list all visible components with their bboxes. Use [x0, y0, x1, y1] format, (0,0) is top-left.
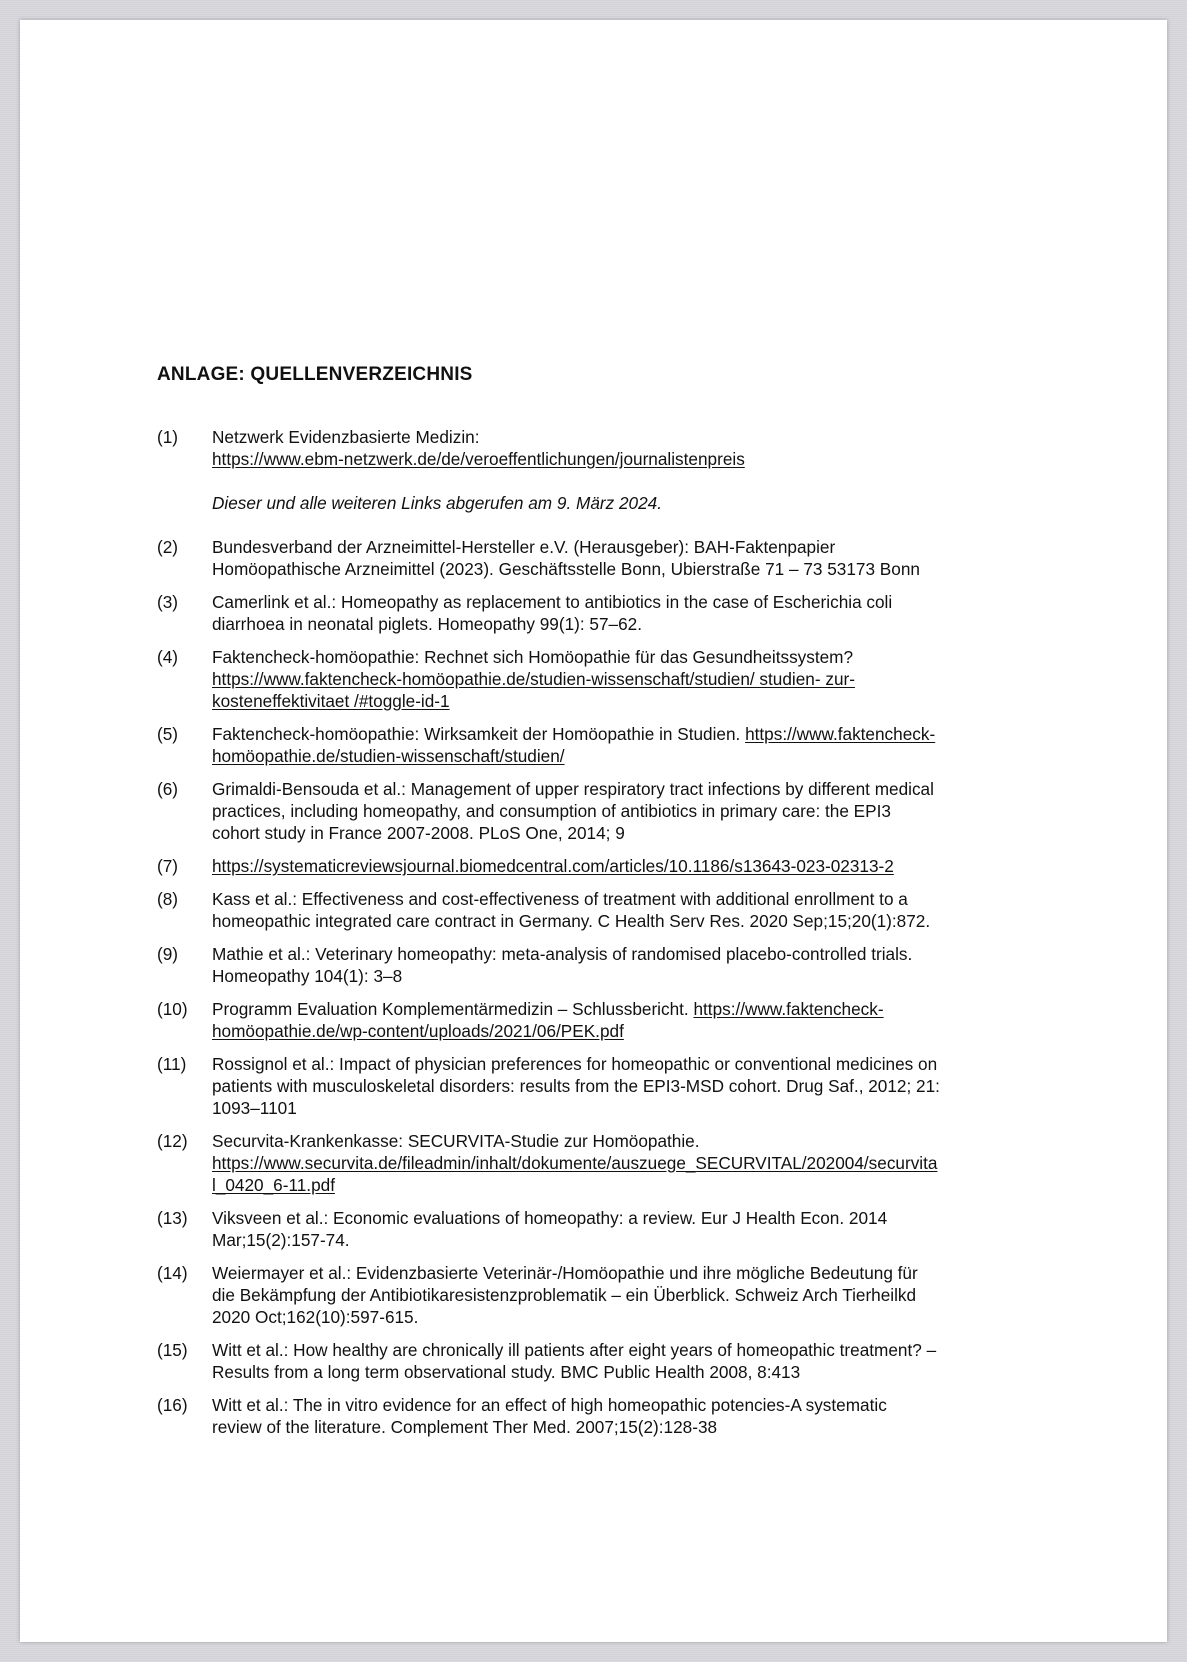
reference-line [212, 800, 1057, 822]
reference-body [212, 1207, 1057, 1251]
reference-number: (10) [157, 999, 188, 1019]
reference-item [157, 778, 1057, 844]
reference-link[interactable]: https://www.faktencheck- [693, 999, 884, 1019]
reference-body [212, 998, 1057, 1042]
reference-body [212, 1053, 1057, 1119]
reference-body [212, 888, 1057, 932]
reference-body [212, 591, 1057, 635]
page-title: ANLAGE: QUELLENVERZEICHNIS [157, 364, 473, 385]
reference-number: (1) [157, 427, 179, 447]
reference-line [212, 1284, 1057, 1306]
reference-line [212, 1207, 1057, 1229]
reference-number: (8) [157, 889, 179, 909]
reference-line [212, 1075, 1057, 1097]
reference-text: diarrhoea in neonatal piglets. Homeopathy 99(1): 57–62. [212, 614, 642, 634]
reference-link[interactable]: https://www.securvita.de/fileadmin/inhalt/dokumente/auszuege_SECURVITAL/202004/securvita [212, 1153, 938, 1173]
reference-item [157, 426, 1057, 525]
reference-item [157, 888, 1057, 932]
reference-line [212, 426, 1057, 448]
reference-line [212, 1130, 1057, 1152]
reference-line [212, 613, 1057, 635]
reference-item [157, 723, 1057, 767]
reference-text: 2020 Oct;162(10):597-615. [212, 1307, 419, 1327]
reference-line [212, 778, 1057, 800]
reference-line [212, 1229, 1057, 1251]
reference-line [212, 1394, 1057, 1416]
reference-text: Faktencheck-homöopathie: Wirksamkeit der Homöopathie in Studien. [212, 724, 746, 744]
reference-number: (11) [157, 1054, 187, 1074]
reference-line [212, 1174, 1057, 1196]
reference-line [212, 723, 1057, 745]
reference-line [212, 646, 1057, 668]
reference-body [212, 723, 1057, 767]
reference-body [212, 778, 1057, 844]
reference-line [212, 822, 1057, 844]
reference-body [212, 943, 1057, 987]
reference-item [157, 536, 1057, 580]
reference-line [212, 591, 1057, 613]
reference-number: (16) [157, 1395, 188, 1415]
reference-line [212, 690, 1057, 712]
reference-link[interactable]: l_0420_6-11.pdf [212, 1175, 335, 1195]
reference-item [157, 1339, 1057, 1383]
reference-number: (2) [157, 537, 179, 557]
reference-number: (5) [157, 724, 179, 744]
reference-text: review of the literature. Complement Ther Med. 2007;15(2):128-38 [212, 1417, 718, 1437]
reference-text: Programm Evaluation Komplementärmedizin – Schlussbericht. [212, 999, 694, 1019]
reference-body [212, 1339, 1057, 1383]
reference-link[interactable]: https://systematicreviewsjournal.biomedcentral.com/articles/10.1186/s13643-023-02313-2 [212, 856, 894, 876]
reference-line [212, 888, 1057, 910]
reference-number: (9) [157, 944, 179, 964]
reference-line [212, 1361, 1057, 1383]
reference-line [212, 558, 1057, 580]
reference-text: Viksveen et al.: Economic evaluations of homeopathy: a review. Eur J Health Econ. 2014 [212, 1208, 888, 1228]
reference-line [212, 1152, 1057, 1174]
reference-body [212, 855, 1057, 877]
reference-item [157, 855, 1057, 877]
reference-line [212, 448, 1057, 470]
reference-item [157, 998, 1057, 1042]
reference-text: Mathie et al.: Veterinary homeopathy: meta-analysis of randomised placebo-controlled trials. [212, 944, 913, 964]
reference-text: patients with musculoskeletal disorders: results from the EPI3-MSD cohort. Drug Saf., 2012; 21: [212, 1076, 940, 1096]
reference-line [212, 1020, 1057, 1042]
reference-line [212, 998, 1057, 1020]
reference-item [157, 1130, 1057, 1196]
reference-text: Homöopathische Arzneimittel (2023). Geschäftsstelle Bonn, Ubierstraße 71 – 73 53173 Bonn [212, 559, 920, 579]
reference-body [212, 646, 1057, 712]
reference-link[interactable]: homöopathie.de/wp-content/uploads/2021/06/PEK.pdf [212, 1021, 624, 1041]
reference-line [212, 855, 1057, 877]
reference-line [212, 1262, 1057, 1284]
reference-line [212, 536, 1057, 558]
reference-text: Netzwerk Evidenzbasierte Medizin: [212, 427, 480, 447]
reference-text: Camerlink et al.: Homeopathy as replacement to antibiotics in the case of Escherichia coli [212, 592, 893, 612]
reference-number: (6) [157, 779, 179, 799]
reference-number: (7) [157, 856, 179, 876]
reference-text: 1093–1101 [212, 1098, 297, 1118]
reference-line [212, 1416, 1057, 1438]
reference-text: Results from a long term observational study. BMC Public Health 2008, 8:413 [212, 1362, 801, 1382]
reference-text: Rossignol et al.: Impact of physician preferences for homeopathic or conventional medicines on [212, 1054, 938, 1074]
reference-text: Grimaldi-Bensouda et al.: Management of upper respiratory tract infections by different medical [212, 779, 934, 799]
reference-item [157, 1394, 1057, 1438]
reference-number: (12) [157, 1131, 188, 1151]
reference-body [212, 1130, 1057, 1196]
reference-text: Bundesverband der Arzneimittel-Hersteller e.V. (Herausgeber): BAH-Faktenpapier [212, 537, 836, 557]
reference-item [157, 1207, 1057, 1251]
reference-number: (13) [157, 1208, 188, 1228]
reference-text: cohort study in France 2007-2008. PLoS One, 2014; 9 [212, 823, 625, 843]
reference-text: homeopathic integrated care contract in Germany. C Health Serv Res. 2020 Sep;15;20(1):872. [212, 911, 931, 931]
reference-number: (4) [157, 647, 179, 667]
reference-link[interactable]: homöopathie.de/studien-wissenschaft/studien/ [212, 746, 565, 766]
reference-line [212, 1306, 1057, 1328]
reference-text: Witt et al.: How healthy are chronically ill patients after eight years of homeopathic treatment? – [212, 1340, 937, 1360]
reference-text: Kass et al.: Effectiveness and cost-effectiveness of treatment with additional enrollment to a [212, 889, 908, 909]
reference-number: (14) [157, 1263, 188, 1283]
reference-link[interactable]: https://www.faktencheck- [745, 724, 936, 744]
reference-text: Weiermayer et al.: Evidenzbasierte Veterinär-/Homöopathie und ihre mögliche Bedeutung für [212, 1263, 918, 1283]
reference-line [212, 910, 1057, 932]
reference-text: practices, including homeopathy, and consumption of antibiotics in primary care: the EPI3 [212, 801, 891, 821]
reference-line [212, 668, 1057, 690]
reference-line [212, 943, 1057, 965]
reference-line [212, 745, 1057, 767]
reference-text: Homeopathy 104(1): 3–8 [212, 966, 403, 986]
reference-item [157, 943, 1057, 987]
reference-line [212, 1097, 1057, 1119]
retrieval-note: Dieser und alle weiteren Links abgerufen am 9. März 2024. [212, 493, 662, 513]
reference-link[interactable]: kosteneffektivitaet /#toggle-id-1 [212, 691, 450, 711]
reference-link[interactable]: https://www.faktencheck-homöopathie.de/studien-wissenschaft/studien/ studien- zur- [212, 669, 855, 689]
reference-body [212, 1262, 1057, 1328]
document-page [20, 20, 1167, 1642]
reference-body [212, 536, 1057, 580]
reference-body [212, 426, 1057, 525]
reference-number: (15) [157, 1340, 188, 1360]
reference-line [212, 1339, 1057, 1361]
reference-text: die Bekämpfung der Antibiotikaresistenzproblematik – ein Überblick. Schweiz Arch Tierheilkd [212, 1285, 917, 1305]
reference-text: Securvita-Krankenkasse: SECURVITA-Studie zur Homöopathie. [212, 1131, 700, 1151]
reference-item [157, 591, 1057, 635]
reference-body [212, 1394, 1057, 1438]
reference-link[interactable]: https://www.ebm-netzwerk.de/de/veroeffentlichungen/journalistenpreis [212, 449, 745, 469]
reference-item [157, 1262, 1057, 1328]
reference-text: Faktencheck-homöopathie: Rechnet sich Homöopathie für das Gesundheitssystem? [212, 647, 854, 667]
reference-line [212, 1053, 1057, 1075]
reference-number: (3) [157, 592, 179, 612]
reference-list [157, 426, 1057, 1449]
reference-text: Mar;15(2):157-74. [212, 1230, 350, 1250]
reference-text: Witt et al.: The in vitro evidence for an effect of high homeopathic potencies-A systematic [212, 1395, 887, 1415]
reference-item [157, 646, 1057, 712]
reference-line [212, 965, 1057, 987]
reference-item [157, 1053, 1057, 1119]
